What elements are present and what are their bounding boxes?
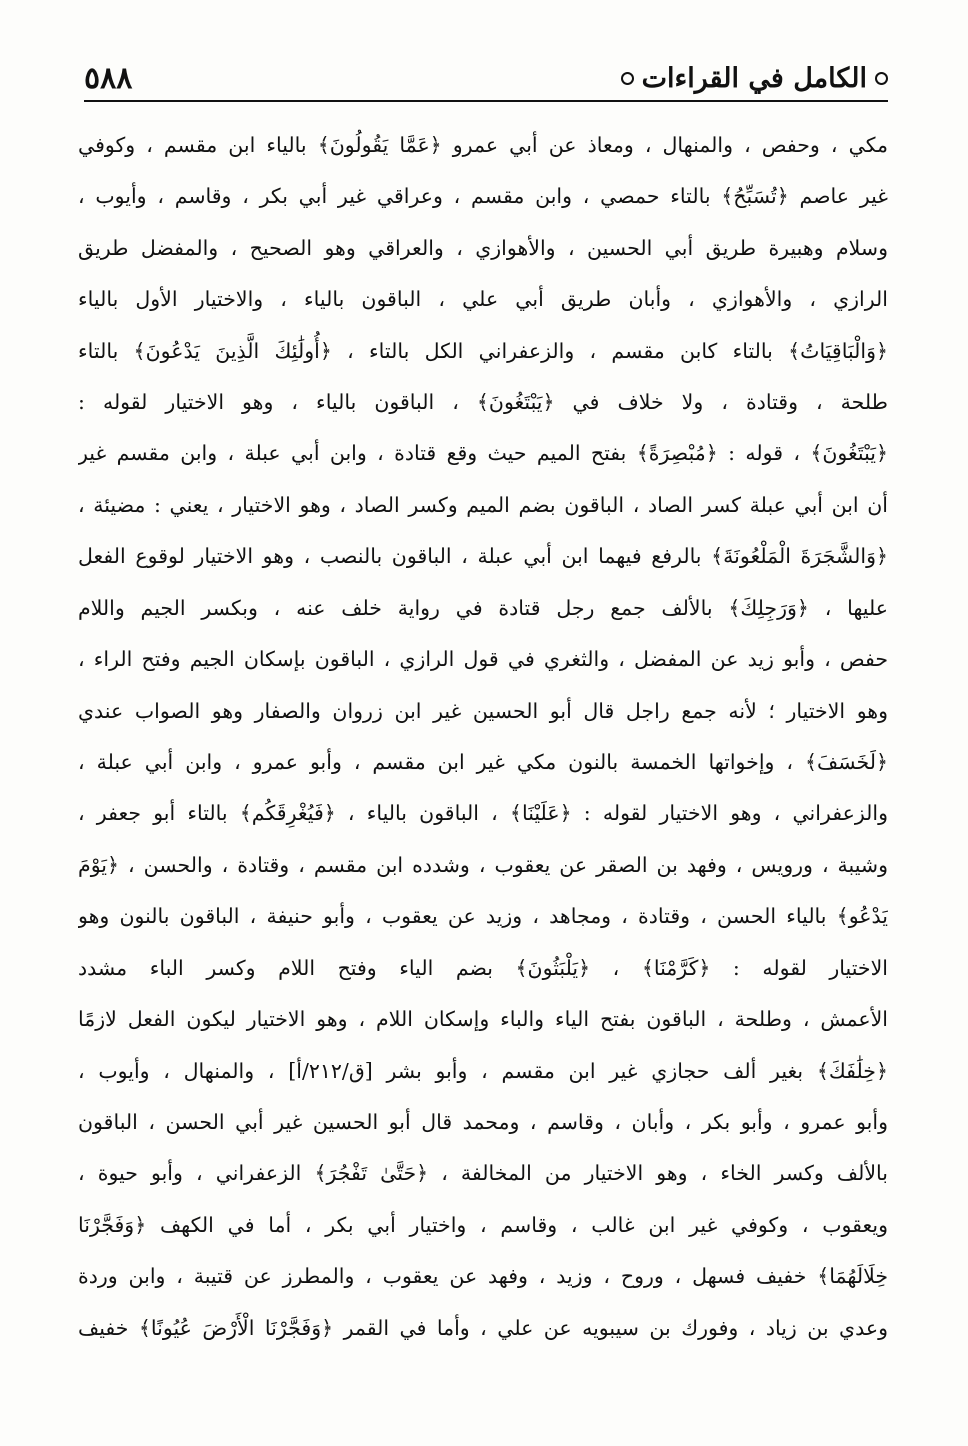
text-line: وشيبة ، ورويس ، وفهد بن الصقر عن يعقوب ، وشدده ابن مقسم ، وقتادة ، والحسن ، ﴿يَوْمَ bbox=[78, 852, 888, 877]
text-line: الاختيار لقوله : ﴿كَرَّمْنَا﴾ ، ﴿يَلْبَثُونَ﴾ بضم الياء وفتح اللام وكسر الباء مشدد bbox=[78, 955, 888, 980]
text-line: والزعفراني ، وهو الاختيار لقوله : ﴿عَلَيْنَا﴾ ، الباقون بالياء ، ﴿فَيُغْرِقَكُم﴾ بالتاء أبو جعفر ، bbox=[78, 801, 888, 826]
text-line: ﴿خِلَٰفَكَ﴾ بغير ألف حجازي غير ابن مقسم ، وأبو بشر [ق/٢١٢/أ] ، والمنهال ، وأيوب ، bbox=[78, 1058, 888, 1083]
text-line: ﴿لَخَسَفَ﴾ ، وإخواتها الخمسة بالنون مكي غير ابن مقسم ، وأبو عمرو ، وابن أبي عبلة ، bbox=[78, 749, 888, 774]
body-text bbox=[78, 120, 888, 1354]
text-line: مكي ، وحفص ، والمنهال ، ومعاذ عن أبي عمرو ﴿عَمَّا يَقُولُونَ﴾ بالياء ابن مقسم ، وكوفي bbox=[78, 132, 888, 157]
text-line: وسلام وهبيرة طريق أبي الحسين ، والأهوازي ، والعراقي وهو الصحيح ، والمفضل طريق bbox=[78, 235, 888, 260]
page-header bbox=[84, 56, 888, 102]
text-line: الرازي ، والأهوازي ، وأبان طريق أبي علي ، الباقون بالياء ، والاختيار الأول بالياء bbox=[78, 287, 888, 312]
text-line: عليها ، ﴿وَرَجِلِكَ﴾ بالألف جمع رجل قتادة في رواية خلف عنه ، وبكسر الجيم واللام bbox=[78, 595, 888, 620]
text-line: ﴿وَالشَّجَرَةَ الْمَلْعُونَةَ﴾ بالرفع فيهما ابن أبي عبلة ، الباقون بالنصب ، وهو الاختيار لوقوع الفعل bbox=[78, 544, 888, 569]
text-line: وأبو عمرو ، وأبو بكر ، وأبان ، وقاسم ، ومحمد قال أبو الحسين غير أبي الحسن ، الباقون bbox=[78, 1109, 888, 1134]
text-line: ﴿يَبْتَغُونَ﴾ ، قوله : ﴿مُبْصِرَةً﴾ بفتح الميم حيث وقع قتادة ، وابن أبي عبلة ، وابن مقسم غير bbox=[78, 441, 888, 466]
text-line: الأعمش ، وطلحة ، الباقون بفتح الياء والباء وإسكان اللام ، وهو الاختيار ليكون الفعل لازمًا bbox=[78, 1007, 888, 1032]
ring-ornament-icon bbox=[875, 72, 888, 85]
text-line: أن ابن أبي عبلة كسر الصاد ، الباقون بضم الميم وكسر الصاد ، وهو الاختيار ، يعني : مضيئة ، bbox=[78, 492, 888, 517]
text-line: غير عاصم ﴿تُسَبِّحُ﴾ بالتاء حمصي ، وابن مقسم ، وعراقي غير أبي بكر ، وقاسم ، وأيوب ، bbox=[78, 184, 888, 209]
text-line: بالألف وكسر الخاء ، وهو الاختيار من المخالفة ، ﴿حَتَّىٰ تَفْجُرَ﴾ الزعفراني ، وأبو حيوة ، bbox=[78, 1161, 888, 1186]
running-title-text: الكامل في القراءات bbox=[641, 62, 867, 94]
text-line: يَدْعُو﴾ بالياء الحسن ، وقتادة ، ومجاهد ، وزيد عن يعقوب ، وأبو حنيفة ، الباقون بالنون وهو bbox=[78, 904, 888, 929]
ring-ornament-icon bbox=[621, 72, 634, 85]
text-line: وعدي بن زياد ، وفورك بن سيبويه عن علي ، وأما في القمر ﴿وَفَجَّرْنَا الْأَرْضَ عُيُونًا﴾ خفيف bbox=[78, 1315, 888, 1340]
text-line: ويعقوب ، وكوفي غير ابن غالب ، وقاسم ، واختيار أبي بكر ، أما في الكهف ﴿وَفَجَّرْنَا bbox=[78, 1212, 888, 1237]
text-line: ﴿وَالْبَاقِيَاتُ﴾ بالتاء كابن مقسم ، والزعفراني الكل بالتاء ، ﴿أُولَٰئِكَ الَّذِينَ يَدْعُونَ﴾ بالتاء bbox=[78, 338, 888, 363]
text-line: حفص ، وأبو زيد عن المفضل ، والثغري في قول الرازي ، الباقون بإسكان الجيم وفتح الراء ، bbox=[78, 647, 888, 672]
text-line: وهو الاختيار ؛ لأنه جمع راجل قال أبو الحسين غير ابن زروان والصفار وهو الصواب عندي bbox=[78, 698, 888, 723]
text-line: خِلَالَهُمَا﴾ خفيف فسهل ، وروح ، وزيد ، وفهد عن يعقوب ، والمطرز عن قتيبة ، وابن وردة bbox=[78, 1264, 888, 1289]
page-number: ٥٨٨ bbox=[84, 60, 133, 96]
text-line: طلحة ، وقتادة ، ولا خلاف في ﴿يَبْتَغُونَ﴾ ، الباقون بالياء ، وهو الاختيار لقوله : bbox=[78, 390, 888, 415]
running-title bbox=[621, 63, 888, 94]
